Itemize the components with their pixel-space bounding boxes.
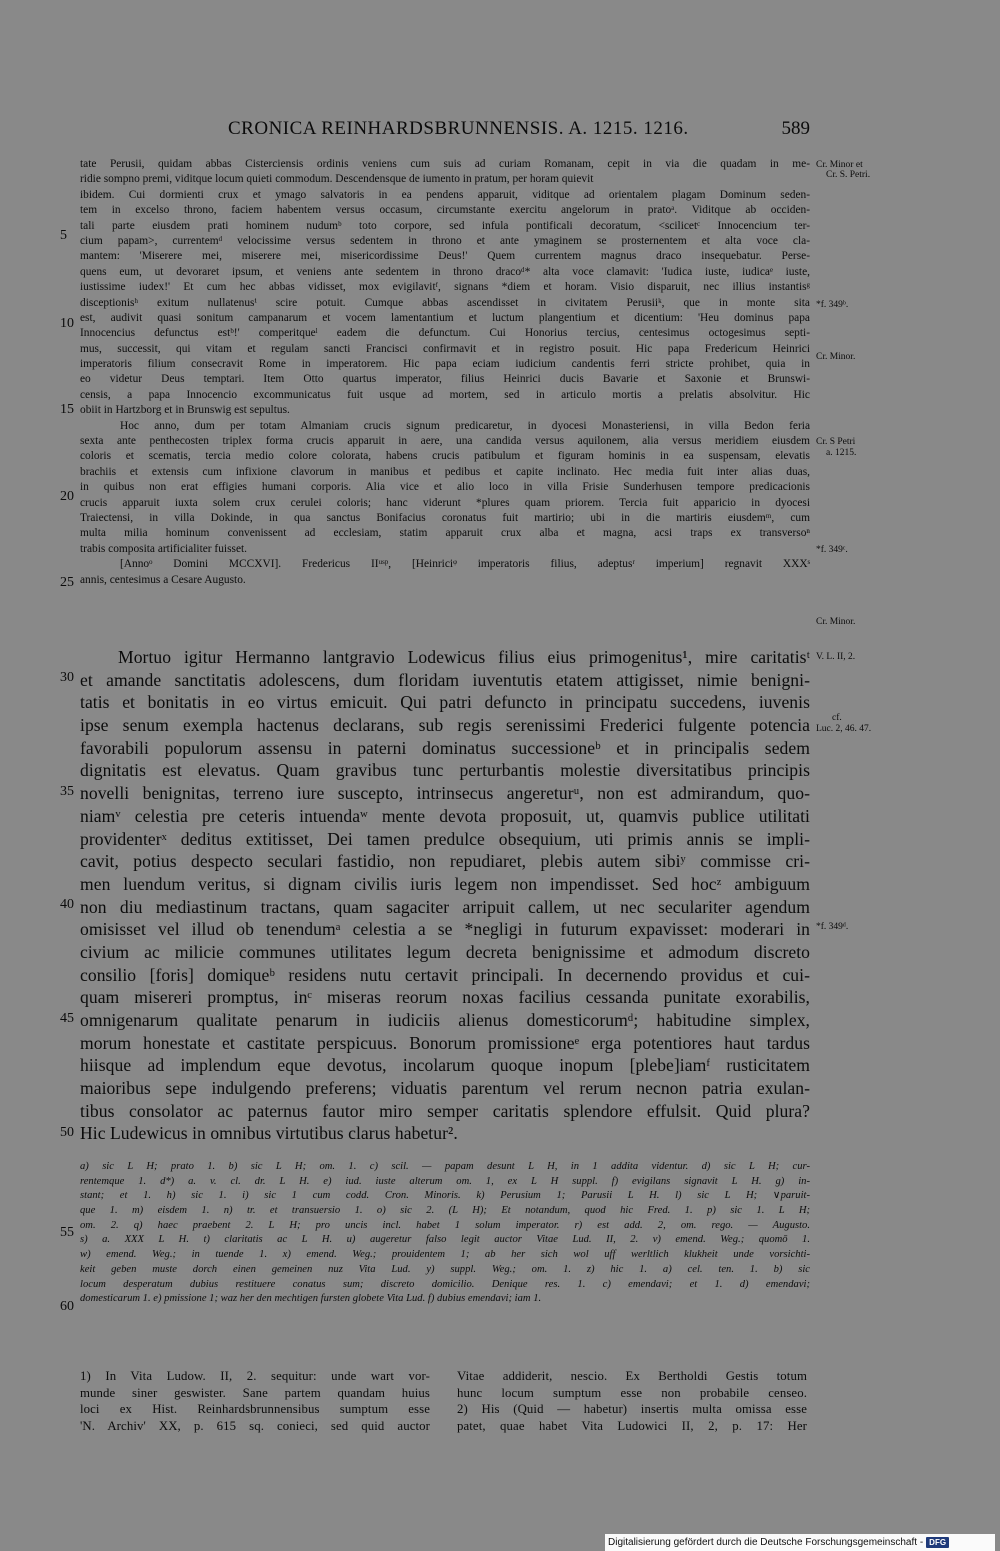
line-number: 55 — [60, 1225, 74, 1240]
text-line: et amande sanctitatis adolescens, dum floridam iuventutis etatem attigisset, nimie benigni- — [80, 669, 810, 690]
apparatus-line: que 1. m) eisdem 1. n) tr. et transuersio 1. o) sic 2. (L H); Et notandum, quod hic Fred. 1. p) sic 1. L H; — [80, 1205, 810, 1217]
text-line: dignitatis est elevatus. Quam gravibus tunc perturbantis molestie diversitatibus principis — [80, 760, 810, 781]
text-line: ipse senum exempla hactenus declarans, sub regis serenissimi Frederici fulgente potencia — [80, 715, 810, 736]
text-line: annis, centesimus a Cesare Augusto. — [80, 573, 246, 586]
chronicle-small-text — [80, 157, 810, 588]
margin-note: Cr. S. Petri. — [826, 170, 871, 180]
apparatus-line: locum desperatum dubius restituere conatus sum; discreto domicilio. Denique res. 1. c) emendavi; et 1. d) emendavi; — [80, 1278, 810, 1290]
text-line: favorabili populorum assensu in paterni dominatus successioneᵇ et in principalis sedem — [80, 737, 810, 758]
text-line: cavit, potius despecto seculari fastidio, non repudiaret, plebis autem sibiʸ commisse cri- — [80, 851, 810, 872]
dfg-logo-icon: DFG — [926, 1537, 949, 1548]
footnote-line: 'N. Archiv' XX, p. 615 sq. conieci, sed quid auctor — [80, 1418, 430, 1433]
line-number: 35 — [60, 784, 74, 799]
text-line: obiit in Hartzborg et in Brunswig est sepultus. — [80, 404, 290, 417]
text-line: ibidem. Cui dormienti crux et ymago salvatoris in ea pendens apparuit, viditque ad orientalem plagam Dominum seden- — [80, 188, 810, 201]
text-line: in quibus non erat effigies humani corporis. Alia vice et alio loco in villa Frisie Sunderhusen tempore predicacionis — [80, 481, 810, 494]
text-line: est, audivit quasi sonitum campanarum et vocem lamentantium et luctum plangentium et dicentium: 'Heu dominus papa — [80, 311, 810, 324]
text-line: mus, successit, qui vitam et regulam sancti Francisci confirmavit et in registro posuit. Hic papa Fredericum Heinrici — [80, 342, 810, 355]
apparatus-line: w) emend. Weg.; in tuende 1. x) emend. Weg.; prouidentem 1; ab her sich wol uff werltlich klukheit unde vorsichti- — [80, 1249, 810, 1261]
margin-note: *f. 349ᵈ. — [816, 922, 849, 932]
footnote-line: loci ex Hist. Reinhardsbrunnensibus sumptum esse — [80, 1402, 430, 1416]
margin-note: Cr. Minor. — [816, 617, 856, 627]
line-number: 5 — [60, 228, 67, 243]
text-line: tate Perusii, quidam abbas Cisterciensis ordinis veniens cum suis ad curiam Romanam, cepit in via die quadam in me- — [80, 158, 810, 170]
text-line: morum honestate et castitate perspicuus. Bonorum promissioneᵉ erga potentiores haut tardus — [80, 1032, 810, 1053]
text-line: iustissime iudex!' Et cum hec abbas vidisset, mox evigilavitᶠ, signans *diem et horam. Visio disparuit, nec illius instantisᵍ — [80, 281, 810, 294]
text-line: trabis composita artificialiter fuisset. — [80, 542, 248, 555]
apparatus-line: keit geben muste dorch einen gemeinen nuz Vita Lud. y) suppl. Weg.; om. 1. z) hic 1. a) cel. ten. 1. b) sic — [80, 1263, 810, 1275]
running-title: CRONICA REINHARDSBRUNNENSIS. A. 1215. 1216. — [228, 118, 689, 139]
footnote-line: 1) In Vita Ludow. II, 2. sequitur: unde wart vor- — [80, 1369, 430, 1383]
margin-note: *f. 349ᵇ. — [816, 300, 849, 310]
footnote-line: patet, quae habet Vita Ludowici II, 2, p. 17: Her — [457, 1418, 807, 1433]
line-number: 45 — [60, 1011, 74, 1026]
digitization-credit — [605, 1534, 995, 1551]
margin-note: Cr. S Petri — [816, 437, 856, 447]
text-line: Traiectensi, in villa Dokinde, in qua sanctus Bonifacius coronatus fuit martirio; ubi in die martiris eiusdemᵐ, cum — [80, 511, 810, 524]
footnote-line: Vitae addiderit, nescio. Ex Bertholdi Gestis totum — [457, 1369, 807, 1383]
line-number: 20 — [60, 489, 74, 504]
text-line: tibus consolator ac paternus fautor miro semper caritatis splendore effulsit. Quid plura? — [80, 1100, 810, 1121]
text-line: imperatoris filium consecravit Rome in imperatorem. Hic papa eciam iudicium candentis ferri stricte prohibet, quia in — [80, 358, 810, 371]
text-line: omnigenarum qualitate penarum in iudiciis alienus domesticorumᵈ; habitudine simplex, — [80, 1010, 810, 1030]
text-line: Hic Ludewicus in omnibus virtutibus clarus habetur². — [80, 1123, 458, 1144]
text-line: quens eum, ut devoraret ipsum, et veniens ante sedentem in throno dracoᵈ* alta voce clamavit: 'Iudica iuste, iudicaᵉ iuste, — [80, 265, 810, 278]
margin-note: Luc. 2, 46. 47. — [816, 724, 872, 734]
text-line: civium ac milicie communes utilitates legum decreta benignissime et admodum discreto — [80, 941, 810, 962]
footnote-line: 2) His (Quid — habetur) insertis multa omissa esse — [457, 1402, 807, 1416]
text-line: cium papam>, currentemᵈ velocissime versus sedentem in throno et ante ymaginem se prosternentem et alta voce cla- — [80, 234, 810, 247]
line-number: 50 — [60, 1125, 74, 1140]
line-number: 40 — [60, 897, 74, 912]
apparatus-line: stant; et 1. h) sic 1. i) sic 1 cum codd. Cron. Minoris. k) Perusium 1; Parusii L H. l) sic L H; ∨paruit- — [80, 1190, 810, 1202]
line-number: 15 — [60, 402, 74, 417]
text-line: maioribus sepe indulgendo preferens; viduatis parentum vel rerum necnon patria exulan- — [80, 1078, 810, 1099]
text-line: tem in excelso throno, faciem habentem versus occasum, circumstante exercitu angelorum in pratoᵃ. Viditque ab occiden- — [80, 204, 810, 217]
text-line: coloris et scematis, tercia medio colore colorata, habens crucis patibulum et figuram hominis in ea suspensam, elevatis — [80, 450, 810, 463]
margin-note: a. 1215. — [826, 448, 857, 458]
margin-note: Cr. Minor. — [816, 352, 856, 362]
line-number: 10 — [60, 316, 74, 331]
text-line: brachiis et extensis cum infixione clavorum in manibus et pedibus et capite inclinato. Hec media fuit inter alias duas, — [80, 465, 810, 478]
credit-text: Digitalisierung gefördert durch die Deutsche Forschungsgemeinschaft - — [608, 1537, 924, 1548]
text-line: disceptionisʰ exitum nullatenusⁱ scire potuit. Cumque abbas ascendisset in civitatem Perusiiᵏ, que in monte sita — [80, 296, 810, 309]
text-line: hiisque ad implendum eque devotus, incolarum quoque inopum [plebe]iamᶠ rusticitatem — [80, 1055, 810, 1076]
text-line: tatis et bonitatis in eo virtus emicuit. Qui patri defuncto in principatu succedens, iuvenis — [80, 692, 810, 713]
text-line: novelli benignitas, terreno iure suscepto, intrinsecus angereturᵘ, non est admirandum, quo- — [80, 783, 810, 804]
footnotes-left-column — [80, 1368, 430, 1434]
text-line: tali parte eiusdem prati hominem nudumᵇ toto corpore, sed infula pontificali decoratum, <scilicetᶜ Innocencium ter- — [80, 219, 810, 232]
margin-note: Cr. Minor et — [816, 160, 863, 170]
chronicle-main-text — [80, 646, 810, 1145]
margin-note: V. L. II, 2. — [816, 652, 856, 662]
apparatus-line: s) a. XXX L H. t) claritatis ac L H. u) augeretur falso legit auctor Vitae Lud. II, 2. v) emend. Weg.; quomō 1. — [80, 1234, 810, 1246]
line-number: 25 — [60, 575, 74, 590]
margin-note: *f. 349ᶜ. — [816, 545, 848, 555]
text-line: crucis apparuit iuxta solem crux cerulei coloris; hanc viderunt *plures quam priorem. Tercia fuit apparicio in dyocesi — [80, 496, 810, 509]
margin-note: cf. — [832, 713, 842, 723]
text-line: ridie sompno premi, viditque locum quieti commodum. Descendensque de iumento in pratum, per horam quievit — [80, 173, 594, 186]
apparatus-line: om. 2. q) haec praebent 2. L H; pro uncis incl. habet 1 solum imperator. r) est add. 2, om. rego. — Augusto. — [80, 1219, 810, 1231]
text-line: providenterˣ deditus extitisset, Dei tamen predulce obsequium, uti primis annis se impli- — [80, 828, 810, 849]
line-number: 60 — [60, 1299, 74, 1314]
footnotes-right-column — [457, 1368, 807, 1434]
text-line: quam misereri promptus, inᶜ miseras reorum noxas facilius cessanda punitate exorabilis, — [80, 987, 810, 1008]
text-line: Mortuo igitur Hermanno lantgravio Lodewicus filius eius primogenitus¹, mire caritatisᵗ — [118, 647, 810, 667]
text-line: niamᵛ celestia pre ceteris intuendaʷ mente devota proposuit, ut, quamvis publice utilitati — [80, 805, 810, 826]
text-line: non diu mediastinum tractans, quam sagaciter arripuit callem, ut nec seculariter agendum — [80, 896, 810, 917]
text-line: men luendum veritus, si dignam civilis iuris legem non impendisset. Sed hocᶻ ambiguum — [80, 873, 810, 894]
apparatus-line: domesticarum 1. e) pmissione 1; waz her den mechtigen fursten globete Vita Lud. f) dubius emendavi; iam 1. — [80, 1293, 542, 1305]
text-line: omisisset vel illud ob tenendumᵃ celestia a se *negligi in futurum expavisset: moderari in — [80, 919, 810, 940]
critical-apparatus — [80, 1160, 810, 1307]
text-line: mantem: 'Miserere mei, miserere mei, misericordissime Deus!' Quem currentem magnus draco insequebatur. Perse- — [80, 250, 810, 263]
text-line: Hoc anno, dum per totam Almaniam crucis signum predicaretur, in dyocesi Monasteriensi, in villa Bedon feria — [120, 419, 810, 432]
text-line: [Annoᵒ Domini MCCXVI]. Fredericus IIᵘˢᵖ, [Heinriciᵠ imperatoris filius, adeptusʳ imperium] regnavit XXXˢ — [120, 558, 810, 571]
page-number: 589 — [781, 118, 810, 139]
apparatus-line: a) sic L H; prato 1. b) sic L H; om. 1. c) scil. — papam desunt L H, in 1 addita videntur. d) sic L H; cur- — [80, 1161, 810, 1172]
footnote-line: munde siner geswister. Sane partem quandam huius — [80, 1385, 430, 1400]
text-line: eo videtur Deus temptari. Item Otto quartus imperator, filius Heinrici ducis Bavarie et Saxonie et Brunswi- — [80, 373, 810, 386]
text-line: censis, a papa Innocencio excommunicatus fuit usque ad mortem, sed in articulo mortis a prelatis absolvitur. Hic — [80, 388, 810, 401]
footnote-line: hunc locum sumptum esse non probabile censeo. — [457, 1385, 807, 1400]
text-line: Innocencius defunctus estᵇ!' comperitqueˡ eadem die defunctum. Cui Honorius tercius, centesimus octogesimus septi- — [80, 327, 810, 340]
running-header — [80, 118, 810, 144]
text-line: consilio [foris] domiqueᵇ residens nutu certavit principali. In decernendo providus et cui- — [80, 964, 810, 985]
text-line: sexta ante penthecosten triplex forma crucis apparuit in aere, una candida versus aquilonem, alia versus meridiem eiusdem — [80, 435, 810, 448]
apparatus-line: rentemque 1. d*) a. v. cl. dr. L H. e) iud. iuste alterum om. 1, ex L H suppl. f) evigilans signavit L H. g) in- — [80, 1175, 810, 1187]
text-line: multa milia hominum convenissent ad ecclesiam, statim apparuit crux alba et magna, acsi traps ex transversoⁿ — [80, 527, 810, 540]
line-number: 30 — [60, 670, 74, 685]
